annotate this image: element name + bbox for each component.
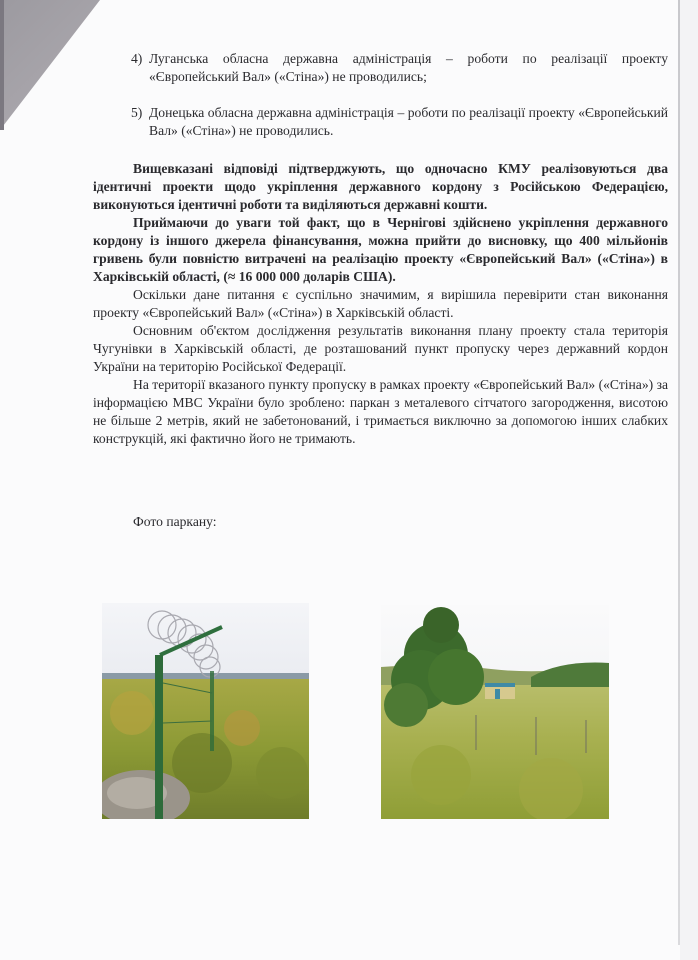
list-item bbox=[131, 50, 668, 86]
scan-margin bbox=[680, 0, 698, 960]
scan-corner-shadow bbox=[0, 0, 100, 130]
fence-photo bbox=[102, 603, 309, 819]
list-text: Донецька обласна державна адміністрація – роботи по реалізації проекту «Європейський Вал» («Стіна») не проводились. bbox=[149, 105, 668, 138]
list-number: 5) bbox=[131, 105, 143, 120]
field-photo bbox=[381, 605, 609, 819]
paragraph: Оскільки дане питання є суспільно значимим, я вирішила перевірити стан виконання проекту «Європейський Вал» («Стіна») в Харківській області. bbox=[93, 287, 668, 320]
field-photo-image bbox=[381, 605, 609, 819]
scan-edge bbox=[0, 0, 4, 130]
fence-photo-image bbox=[102, 603, 309, 819]
paragraph: На території вказаного пункту пропуску в рамках проекту «Європейський Вал» («Стіна») за інформацією МВС України було зроблено: паркан з металевого сітчатого загородження, висотою не більше 2 метрів, який не забетонований, і тримається виключно за допомогою інших слабких конструкцій, які фактично його не тримають. bbox=[93, 377, 668, 446]
list-text: Луганська обласна державна адміністрація – роботи по реалізації проекту «Європейський Вал» («Стіна») не проводились; bbox=[149, 51, 668, 84]
photo-caption: Фото паркану: bbox=[133, 514, 217, 529]
bold-paragraph: Приймаючи до уваги той факт, що в Чернігові здійснено укріплення державного кордону із іншого джерела фінансування, можна прийти до висновку, що 400 мільйонів гривень були повністю витрачені на реалізацію проекту «Європейський Вал» («Стіна») в Харківській області, (≈ 16 000 000 доларів США). bbox=[93, 215, 668, 284]
list-item bbox=[131, 104, 668, 140]
list-number: 4) bbox=[131, 51, 143, 66]
paragraph: Основним об'єктом дослідження результатів виконання плану проекту стала територія Чугунівки в Харківській області, де розташований пункт пропуску через державний кордон України на територію Російської Федерації. bbox=[93, 323, 668, 374]
bold-paragraph: Вищевказані відповіді підтверджують, що одночасно КМУ реалізовуються два ідентичні проекти щодо укріплення державного кордону з Російською Федерацією, виконуються ідентичні роботи та виділяються державні кошти. bbox=[93, 161, 668, 212]
document-body bbox=[93, 50, 668, 448]
